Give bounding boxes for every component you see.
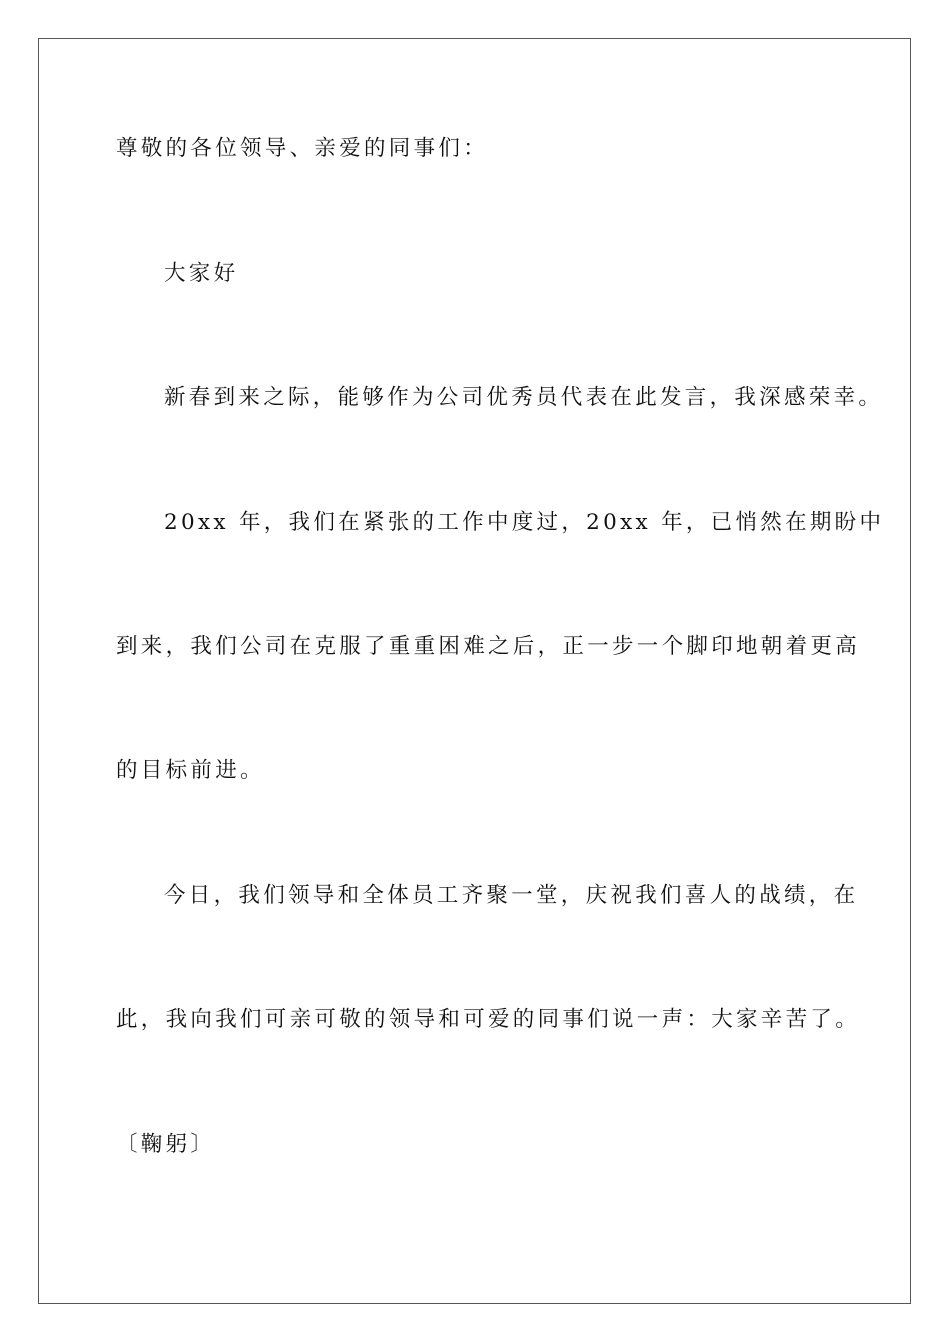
paragraph-2-line-2: 到来，我们公司在克服了重重困难之后，正一步一个脚印地朝着更高 (116, 634, 861, 659)
greeting: 大家好 (164, 261, 239, 286)
paragraph-2-line-3: 的目标前进。 (116, 758, 265, 783)
action-note: 〔鞠躬〕 (116, 1132, 216, 1157)
paragraph-3-line-2: 此，我向我们可亲可敬的领导和可爱的同事们说一声：大家辛苦了。 (116, 1007, 861, 1032)
salutation: 尊敬的各位领导、亲爱的同事们： (116, 136, 489, 161)
paragraph-3-line-1: 今日，我们领导和全体员工齐聚一堂，庆祝我们喜人的战绩，在 (164, 883, 859, 908)
paragraph-1: 新春到来之际，能够作为公司优秀员代表在此发言，我深感荣幸。 (164, 385, 884, 410)
page-border (38, 38, 911, 1304)
paragraph-2-line-1: 20xx 年，我们在紧张的工作中度过，20xx 年，已悄然在期盼中 (164, 510, 885, 535)
